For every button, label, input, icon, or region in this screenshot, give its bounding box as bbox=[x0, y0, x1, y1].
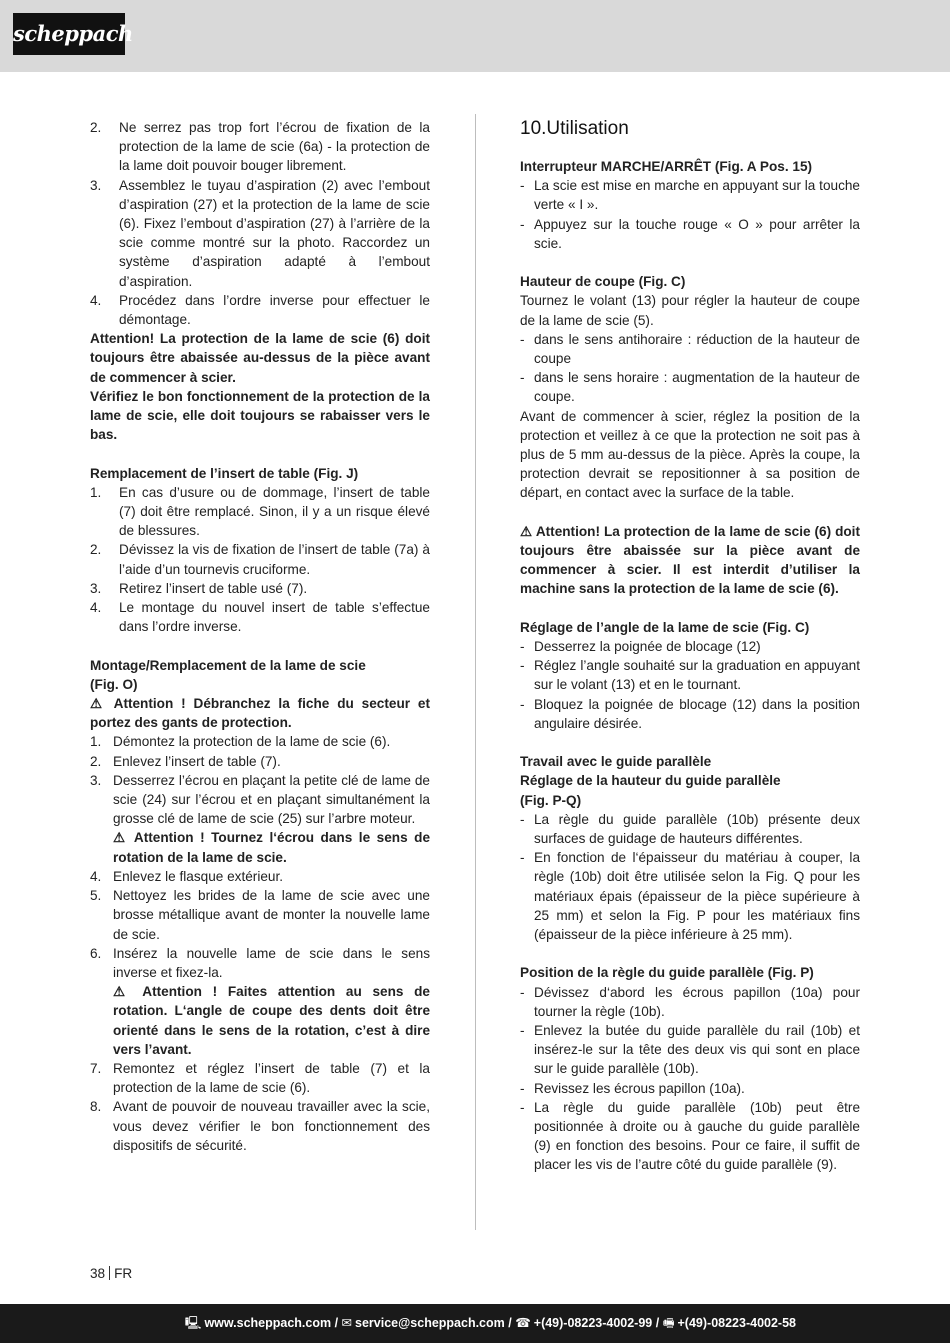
height-intro: Tournez le volant (13) pour régler la hauteur de coupe de la lame de scie (5). bbox=[520, 293, 860, 328]
list-item bbox=[90, 579, 430, 598]
list-text: dans le sens horaire : augmentation de la hauteur de coupe. bbox=[534, 370, 860, 405]
list-text: Démontez la protection de la lame de scie (6). bbox=[113, 734, 391, 750]
blade-warning: ⚠ Attention ! Débranchez la fiche du secteur et portez des gants de protection. bbox=[90, 696, 430, 731]
header-bar bbox=[0, 0, 950, 72]
list-item bbox=[90, 771, 430, 867]
list-number: 4. bbox=[90, 868, 102, 884]
rotation-warning: ⚠ Attention ! Tournez l‘écrou dans le sens de rotation de la lame de scie. bbox=[113, 830, 430, 865]
list-text: La scie est mise en marche en appuyant sur la touche verte « I ». bbox=[534, 178, 860, 213]
list-text: dans le sens antihoraire : réduction de la hauteur de coupe bbox=[534, 331, 860, 367]
height-heading: Hauteur de coupe (Fig. C) bbox=[520, 274, 686, 290]
list-number: 4. bbox=[90, 292, 102, 308]
list-item: - Réglez l’angle souhaité sur la graduation en appuyant sur le volant (13) et en le tournant. bbox=[520, 656, 860, 694]
list-item: - La règle du guide parallèle (10b) peut être positionnée à droite ou à gauche du guide parallèle (9) en fonction des besoins. Pour ce faire, il suffit de placer les vis de l’autre côté du guide parallèle (9). bbox=[520, 1098, 860, 1175]
direction-warning: ⚠ Attention ! Faites attention au sens de rotation. L‘angle de coupe des dents doit être orienté dans le sens de la rotation, c’est à dire vers l’avant. bbox=[113, 984, 430, 1057]
list-text: Desserrez l’écrou en plaçant la petite clé de lame de scie (24) sur l’écrou et en plaçant simultanément la grosse clé de lame de scie (25) sur l’arbre moteur. bbox=[113, 772, 430, 827]
list-text: En cas d’usure ou de dommage, l’insert de table (7) doit être remplacé. Sinon, il y a un risque élevé de blessures. bbox=[119, 484, 430, 539]
list-text: Enlevez la butée du guide parallèle du rail (10b) et insérez-le sur la tête des deux vis qui sont en place sur le guide parallèle (10b). bbox=[534, 1023, 860, 1077]
list-text: Enlevez le flasque extérieur. bbox=[113, 868, 284, 884]
list-item: - Enlevez la butée du guide parallèle du rail (10b) et insérez-le sur la tête des deux vis qui sont en place sur le guide parallèle (10b). bbox=[520, 1021, 860, 1079]
list-number: 7. bbox=[90, 1060, 102, 1076]
fax-icon: 🖷 bbox=[662, 1316, 675, 1330]
footer-divider bbox=[109, 1266, 110, 1280]
list-text: En fonction de l‘épaisseur du matériau à couper, la règle (10b) doit être utilisée selon la Fig. Q pour les matériaux épais (épaisseur de la pièce supérieure à 25 mm) et selon la Fig. P pour les matériaux fins (épaisseur de la pièce inférieure à 25 mm). bbox=[534, 850, 860, 943]
list-item bbox=[90, 118, 430, 176]
list-text: Desserrez la poignée de blocage (12) bbox=[534, 639, 761, 655]
fence-height-heading: Réglage de la hauteur du guide parallèle bbox=[520, 773, 781, 789]
list-item: - dans le sens horaire : augmentation de la hauteur de coupe. bbox=[520, 368, 860, 406]
website-link[interactable]: www.scheppach.com bbox=[204, 1316, 332, 1330]
list-item: - Dévissez d‘abord les écrous papillon (10a) pour tourner la règle (10b). bbox=[520, 983, 860, 1021]
list-item: - En fonction de l‘épaisseur du matériau à couper, la règle (10b) doit être utilisée selon la Fig. Q pour les matériaux épais (épaisseur de la pièce supérieure à 25 mm) et selon la Fig. P pour les matériaux fins (épaisseur de la pièce inférieure à 25 mm). bbox=[520, 848, 860, 944]
position-heading: Position de la règle du guide parallèle (Fig. P) bbox=[520, 965, 814, 981]
blade-heading: Montage/Remplacement de la lame de scie bbox=[90, 657, 366, 673]
list-number: 8. bbox=[90, 1099, 102, 1115]
list-item: - dans le sens antihoraire : réduction de la hauteur de coupe bbox=[520, 330, 860, 368]
list-text: Ne serrez pas trop fort l’écrou de fixation de la protection de la lame de scie (6a) - la protection de la lame doit pouvoir bouger librement. bbox=[119, 120, 430, 174]
list-item bbox=[90, 483, 430, 541]
page-footer bbox=[90, 1265, 132, 1283]
contact-bar bbox=[0, 1304, 950, 1343]
language-code: FR bbox=[114, 1266, 133, 1281]
list-text: Dévissez la vis de fixation de l’insert de table (7a) à l’aide d’un tournevis cruciforme. bbox=[119, 542, 430, 577]
separator: / bbox=[504, 1316, 516, 1330]
list-item: - Revissez les écrous papillon (10a). bbox=[520, 1079, 860, 1098]
list-item bbox=[90, 944, 430, 1059]
left-column bbox=[90, 118, 430, 1155]
list-item bbox=[90, 732, 430, 751]
mail-icon: ✉ bbox=[341, 1316, 352, 1330]
scheppach-logo: scheppach bbox=[13, 13, 125, 55]
list-number: 1. bbox=[90, 734, 102, 750]
list-item bbox=[90, 867, 430, 886]
list-item bbox=[90, 176, 430, 291]
list-number: 6. bbox=[90, 945, 102, 961]
list-number: 5. bbox=[90, 888, 102, 904]
list-text: Bloquez la poignée de blocage (12) dans la position angulaire désirée. bbox=[534, 696, 860, 731]
email-link[interactable]: service@scheppach.com bbox=[355, 1316, 505, 1330]
fence-fig-heading: (Fig. P-Q) bbox=[520, 792, 582, 808]
separator: / bbox=[331, 1316, 342, 1330]
list-text: Appuyez sur la touche rouge « O » pour arrêter la scie. bbox=[534, 216, 860, 251]
height-text: Avant de commencer à scier, réglez la position de la protection et veillez à ce que la protection ne soit pas à plus de 5 mm au-dessus de la pièce. Après la coupe, la protection devrait se repositionner à sa position de départ, en contact avec la surface de la table. bbox=[520, 408, 860, 501]
list-item: - Appuyez sur la touche rouge « O » pour arrêter la scie. bbox=[520, 215, 860, 253]
list-text: La règle du guide parallèle (10b) peut être positionnée à droite ou à gauche du guide parallèle (9) en fonction des besoins. Pour ce faire, il suffit de placer les vis de l’autre côté du guide parallèle (9). bbox=[534, 1099, 860, 1173]
list-text: Assemblez le tuyau d’aspiration (2) avec l’embout d’aspiration (27) et la protection de la lame de scie (6). Fixez l’embout d’aspiration (27) à l’arrière de la scie comme montré sur la photo. Raccordez un système d’aspiration adapté à l’embout d’aspiration. bbox=[119, 177, 430, 289]
list-text: Insérez la nouvelle lame de scie dans le sens inverse et fixez-la. bbox=[113, 945, 430, 980]
right-column bbox=[520, 118, 860, 1175]
fax-number[interactable]: +(49)-08223-4002-58 bbox=[677, 1316, 796, 1330]
list-item: - Bloquez la poignée de blocage (12) dans la position angulaire désirée. bbox=[520, 695, 860, 733]
computer-icon: 🖳 bbox=[184, 1316, 202, 1330]
list-item bbox=[90, 1059, 430, 1097]
blade-heading-fig: (Fig. O) bbox=[90, 676, 138, 692]
section-number: 10. bbox=[520, 118, 547, 139]
guard-check-text: Vérifiez le bon fonctionnement de la protection de la lame de scie, elle doit toujours se rabaisser vers le bas. bbox=[90, 388, 430, 443]
list-item bbox=[90, 598, 430, 636]
section-title-text: Utilisation bbox=[546, 118, 629, 139]
phone-icon: ☎ bbox=[515, 1316, 531, 1330]
list-text: La règle du guide parallèle (10b) présente deux surfaces de guidage de hauteurs différentes. bbox=[534, 811, 860, 847]
list-number: 2. bbox=[90, 120, 102, 135]
guard-warning-text: Attention! La protection de la lame de scie (6) doit toujours être abaissée au-dessus de la pièce avant de commencer à scier. bbox=[90, 331, 430, 385]
list-text: Le montage du nouvel insert de table s’effectue dans l’ordre inverse. bbox=[119, 600, 430, 635]
list-number: 3. bbox=[90, 177, 102, 193]
list-item: - La règle du guide parallèle (10b) présente deux surfaces de guidage de hauteurs différentes. bbox=[520, 810, 860, 848]
switch-heading: Interrupteur MARCHE/ARRÊT (Fig. A Pos. 15) bbox=[520, 159, 813, 174]
list-number: 3. bbox=[90, 580, 102, 596]
list-text: Avant de pouvoir de nouveau travailler avec la scie, vous devez vérifier le bon fonctionnement des dispositifs de sécurité. bbox=[113, 1099, 430, 1153]
section-title bbox=[520, 118, 860, 140]
list-item bbox=[90, 291, 430, 329]
list-number: 2. bbox=[90, 542, 102, 558]
separator: / bbox=[652, 1316, 663, 1330]
list-item bbox=[90, 540, 430, 578]
list-text: Réglez l’angle souhaité sur la graduation en appuyant sur le volant (13) et en le tournant. bbox=[534, 658, 860, 693]
list-text: Procédez dans l’ordre inverse pour effectuer le démontage. bbox=[119, 292, 430, 328]
list-text: Retirez l’insert de table usé (7). bbox=[119, 580, 308, 596]
insert-heading: Remplacement de l’insert de table (Fig. J) bbox=[90, 465, 359, 481]
phone-number[interactable]: +(49)-08223-4002-99 bbox=[533, 1316, 653, 1330]
list-text: Remontez et réglez l’insert de table (7) et la protection de la lame de scie (6). bbox=[113, 1060, 430, 1096]
list-item: - Desserrez la poignée de blocage (12) bbox=[520, 637, 860, 656]
guard-warning: ⚠ Attention! La protection de la lame de scie (6) doit toujours être abaissée sur la pièce avant de commencer à scier. Il est interdit d’utiliser la machine sans la protection de la lame de scie (6). bbox=[520, 523, 860, 597]
list-number: 2. bbox=[90, 753, 102, 769]
list-text: Enlevez l’insert de table (7). bbox=[113, 753, 281, 769]
list-text: Revissez les écrous papillon (10a). bbox=[534, 1080, 745, 1096]
list-number: 3. bbox=[90, 772, 102, 788]
list-item bbox=[90, 1097, 430, 1155]
list-text: Nettoyez les brides de la lame de scie avec une brosse métallique avant de monter la nouvelle lame de scie. bbox=[113, 888, 430, 942]
list-item bbox=[90, 752, 430, 771]
list-text: Dévissez d‘abord les écrous papillon (10a) pour tourner la règle (10b). bbox=[534, 984, 860, 1019]
page-number: 38 bbox=[90, 1266, 106, 1281]
fence-heading: Travail avec le guide parallèle bbox=[520, 754, 712, 770]
list-item bbox=[90, 886, 430, 944]
column-divider bbox=[475, 114, 476, 1230]
angle-heading: Réglage de l’angle de la lame de scie (Fig. C) bbox=[520, 619, 810, 635]
list-number: 1. bbox=[90, 484, 102, 500]
list-item: - La scie est mise en marche en appuyant sur la touche verte « I ». bbox=[520, 176, 860, 214]
list-number: 4. bbox=[90, 600, 102, 616]
